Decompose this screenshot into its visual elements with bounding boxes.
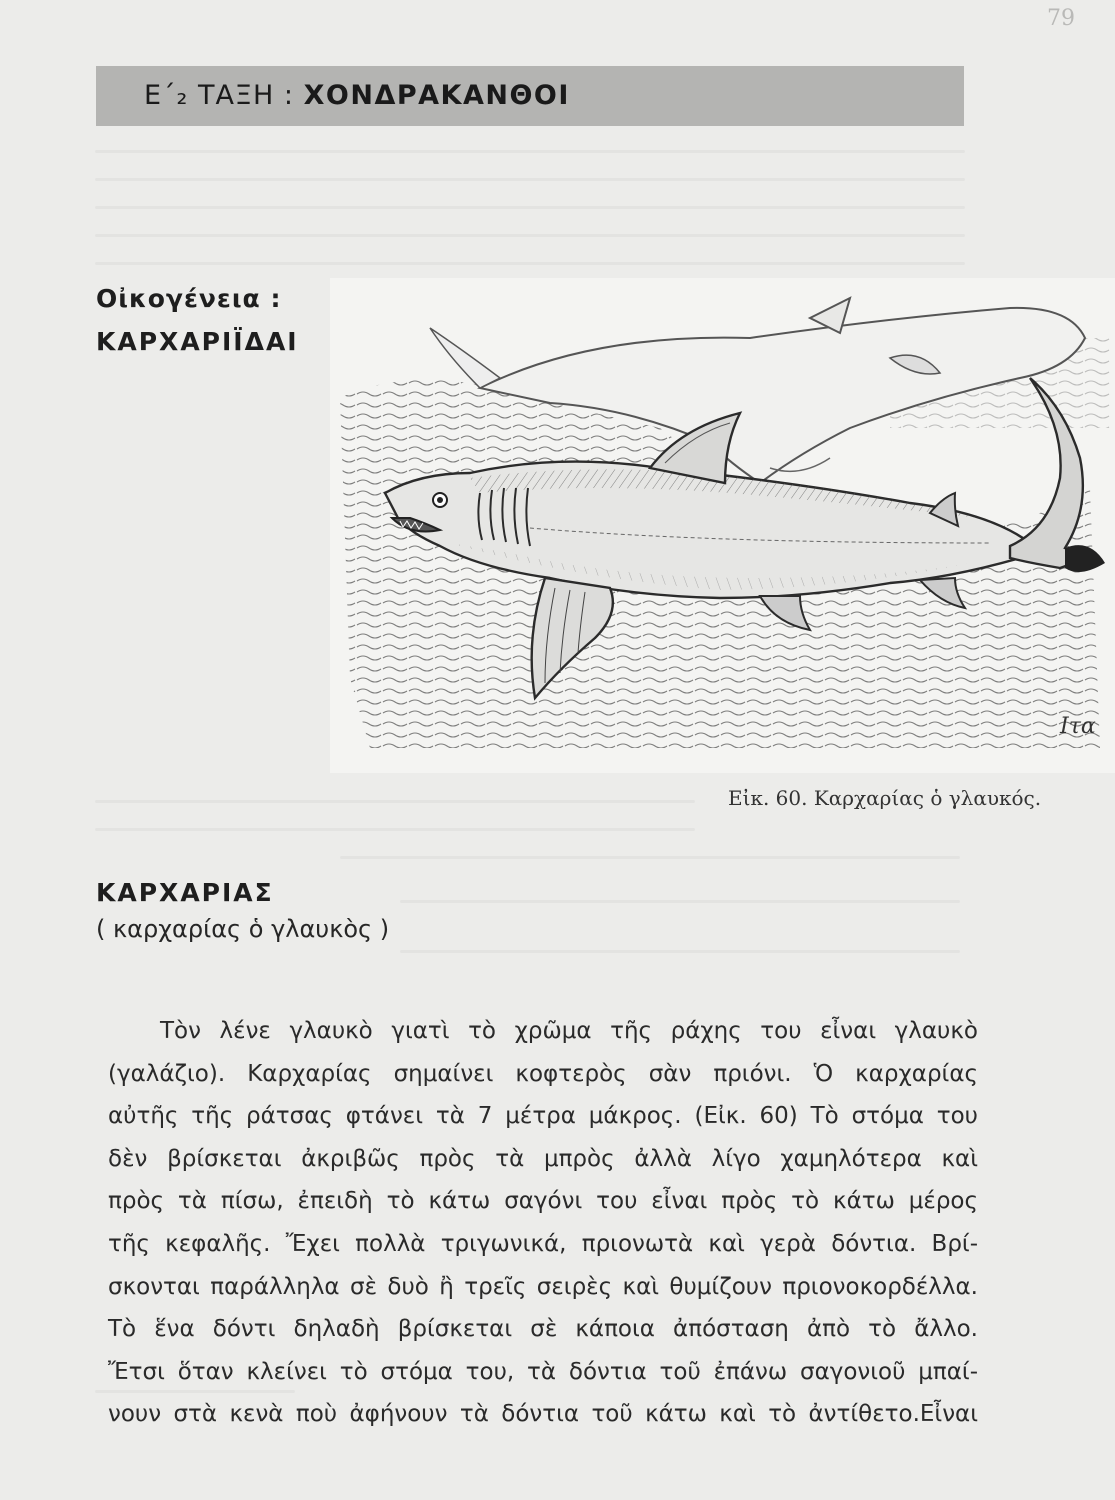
section-title: ΚΑΡΧΑΡΙΑΣ bbox=[96, 878, 274, 907]
body-line: δὲν βρίσκεται ἀκριβῶς πρὸς τὰ μπρὸς ἀλλὰ λίγο χαμηλότερα καὶ bbox=[108, 1145, 978, 1172]
shark-illustration bbox=[330, 278, 1115, 773]
chapter-header-text bbox=[144, 80, 570, 111]
body-line: νουν στὰ κενὰ ποὺ ἀφήνουν τὰ δόντια τοῦ κάτω καὶ τὸ ἀντίθετο.Εἶναι bbox=[108, 1401, 978, 1428]
body-line: πρὸς τὰ πίσω, ἐπειδὴ τὸ κάτω σαγόνι του εἶναι πρὸς τὸ κάτω μέρος bbox=[108, 1188, 978, 1215]
order-name: ΧΟΝΔΡΑΚΑΝΘΟΙ bbox=[303, 80, 570, 111]
family-label: Οἰκογένεια : bbox=[96, 284, 282, 313]
page-number: 79 bbox=[1047, 6, 1075, 31]
body-line: Τὸ ἕνα δόντι δηλαδὴ βρίσκεται σὲ κάποια ἀπόσταση ἀπὸ τὸ ἄλλο. bbox=[108, 1316, 978, 1343]
artist-signature: Ιτα bbox=[1060, 714, 1096, 739]
figure-caption: Εἰκ. 60. Καρχαρίας ὁ γλαυκός. bbox=[728, 786, 1042, 810]
body-line: (γαλάζιο). Καρχαρίας σημαίνει κοφτερὸς σὰν πριόνι. Ὁ καρχαρίας bbox=[108, 1060, 978, 1087]
section-subtitle: ( καρχαρίας ὁ γλαυκὸς ) bbox=[96, 915, 390, 943]
shark-drawing bbox=[330, 278, 1115, 773]
body-line: σκονται παράλληλα σὲ δυὸ ἢ τρεῖς σειρὲς καὶ θυμίζουν πριονοκορδέλλα. bbox=[108, 1273, 978, 1300]
body-paragraph bbox=[108, 1010, 978, 1436]
body-line: Τὸν λένε γλαυκὸ γιατὶ τὸ χρῶμα τῆς ράχης του εἶναι γλαυκὸ bbox=[160, 1018, 978, 1044]
body-line: αὐτῆς τῆς ράτσας φτάνει τὰ 7 μέτρα μάκρος. (Εἰκ. 60) Τὸ στόμα του bbox=[108, 1103, 978, 1130]
chapter-header bbox=[96, 66, 964, 126]
family-name: ΚΑΡΧΑΡΙΪΔΑΙ bbox=[96, 327, 299, 356]
body-line: τῆς κεφαλῆς. Ἔχει πολλὰ τριγωνικά, πριονωτὰ καὶ γερὰ δόντια. Βρί- bbox=[108, 1230, 978, 1257]
body-line: Ἔτσι ὅταν κλείνει τὸ στόμα του, τὰ δόντια τοῦ ἐπάνω σαγονιοῦ μπαί- bbox=[108, 1358, 978, 1385]
class-prefix: Ε΄₂ ΤΑΞΗ : bbox=[144, 80, 294, 111]
